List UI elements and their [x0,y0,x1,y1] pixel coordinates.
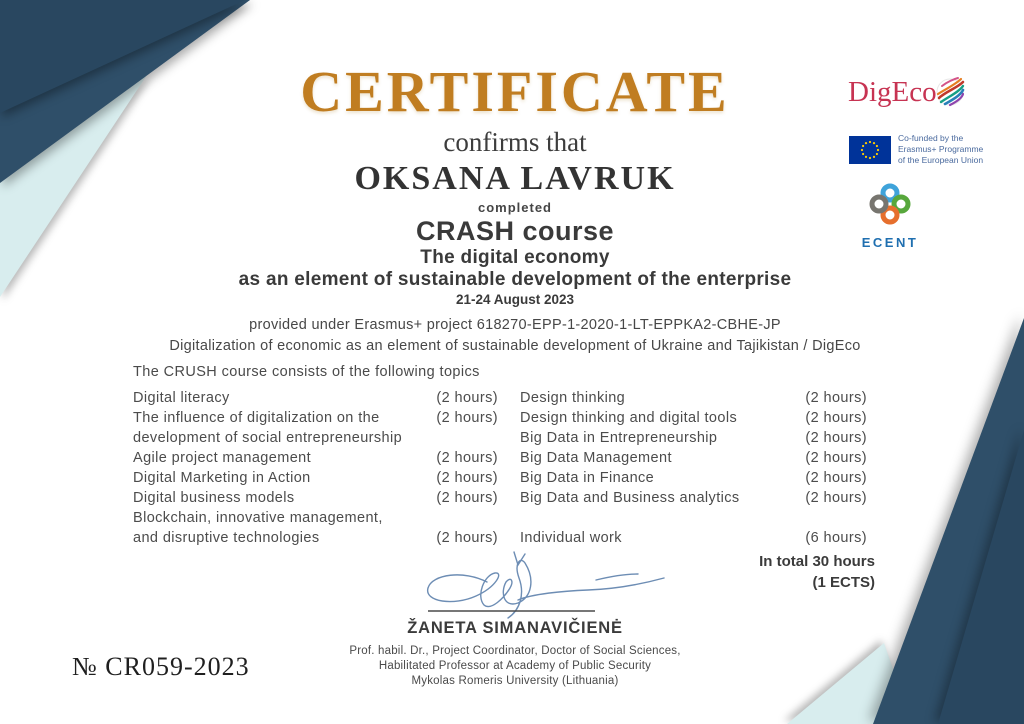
topic-left-hours: (2 hours) [436,410,498,426]
topic-right-hours: (2 hours) [805,490,867,506]
topic-left-hours: (2 hours) [436,470,498,486]
topics-intro: The CRUSH course consists of the following topics [133,364,480,380]
topic-left-hours: (2 hours) [436,490,498,506]
eu-cofunded-logo [849,133,983,166]
topics-table [133,388,910,548]
certificate-title: CERTIFICATE [300,59,730,124]
project-line-2: Digitalization of economic as an element of sustainable development of Ukraine and Tajikistan / DigEco [169,338,861,354]
ecent-rings-icon [864,180,916,230]
topic-right: Big Data Management [520,450,672,466]
topic-left-hours [420,428,498,448]
topic-right-hours [760,508,867,528]
signatory-title-line: Habilitated Professor at Academy of Public Security [378,660,652,672]
topic-right: Big Data and Business analytics [520,490,740,506]
topic-gap [498,468,520,488]
certificate-body [120,60,910,548]
signatory-credentials [260,644,770,689]
topic-left: Digital Marketing in Action [133,470,311,486]
course-dates: 21-24 August 2023 [455,292,575,307]
topic-left-hours: (2 hours) [436,530,498,546]
topic-right: Big Data in Entrepreneurship [520,430,718,446]
eu-flag-icon [849,136,891,164]
topic-left: development of social entrepreneurship [133,430,403,446]
topic-gap [498,528,520,548]
topic-right [520,508,760,528]
eu-cofunded-text: Co-funded by the Erasmus+ Programme of the European Union [898,133,984,165]
course-name: CRASH course [415,216,615,246]
digeco-logo-text: DigEco [848,75,937,108]
topic-gap [498,488,520,508]
topic-gap [498,428,520,448]
project-line-1: provided under Erasmus+ project 618270-EPP-1-2020-1-LT-EPPKA2-CBHE-JP [249,317,781,333]
signature-scribble [428,560,664,618]
topic-right-hours: (2 hours) [805,390,867,406]
topic-right: Design thinking and digital tools [520,410,738,426]
total-ects-line: (1 ECTS) [812,574,875,591]
topic-gap [498,388,520,408]
topic-left-hours: (2 hours) [436,390,498,406]
topic-gap [498,448,520,468]
topic-right-hours: (2 hours) [805,430,867,446]
topic-right: Big Data in Finance [520,470,655,486]
topic-left-hours [420,508,498,528]
topic-left: Digital literacy [133,390,230,406]
ecent-logo-text: ECENT [861,235,919,250]
total-hours-block [759,551,875,593]
course-subtitle-2: as an element of sustainable development of the enterprise [238,269,792,290]
topic-right-hours: (2 hours) [805,410,867,426]
topic-right-hours: (2 hours) [805,470,867,486]
digeco-logo [848,72,978,112]
total-hours-line: In total 30 hours [759,553,875,570]
topic-gap [498,408,520,428]
ecent-logo [855,180,925,250]
topic-right: Individual work [520,530,622,546]
signatory-name: ŽANETA SIMANAVIČIENĖ [407,619,623,637]
topic-left: and disruptive technologies [133,530,320,546]
course-subtitle-1: The digital economy [420,247,610,268]
topic-left: Digital business models [133,490,295,506]
signatory-title-line: Mykolas Romeris University (Lithuania) [411,675,619,687]
topic-left-hours: (2 hours) [436,450,498,466]
certificate-number: № CR059-2023 [72,652,250,681]
completed-label: completed [477,200,552,215]
signature-image [392,548,702,620]
signature-v-stroke [514,552,525,565]
recipient-name: OKSANA LAVRUK [354,160,676,197]
topic-left: Blockchain, innovative management, [133,510,383,526]
topic-right-hours: (2 hours) [805,450,867,466]
topic-gap [498,508,520,528]
signatory-title-line: Prof. habil. Dr., Project Coordinator, Doctor of Social Sciences, [349,645,681,657]
confirms-label: confirms that [443,127,587,157]
topic-left: The influence of digitalization on the [133,410,380,426]
digeco-globe-icon [929,72,969,112]
topic-right-hours: (6 hours) [805,530,867,546]
topic-left: Agile project management [133,450,312,466]
topic-right: Design thinking [520,390,626,406]
